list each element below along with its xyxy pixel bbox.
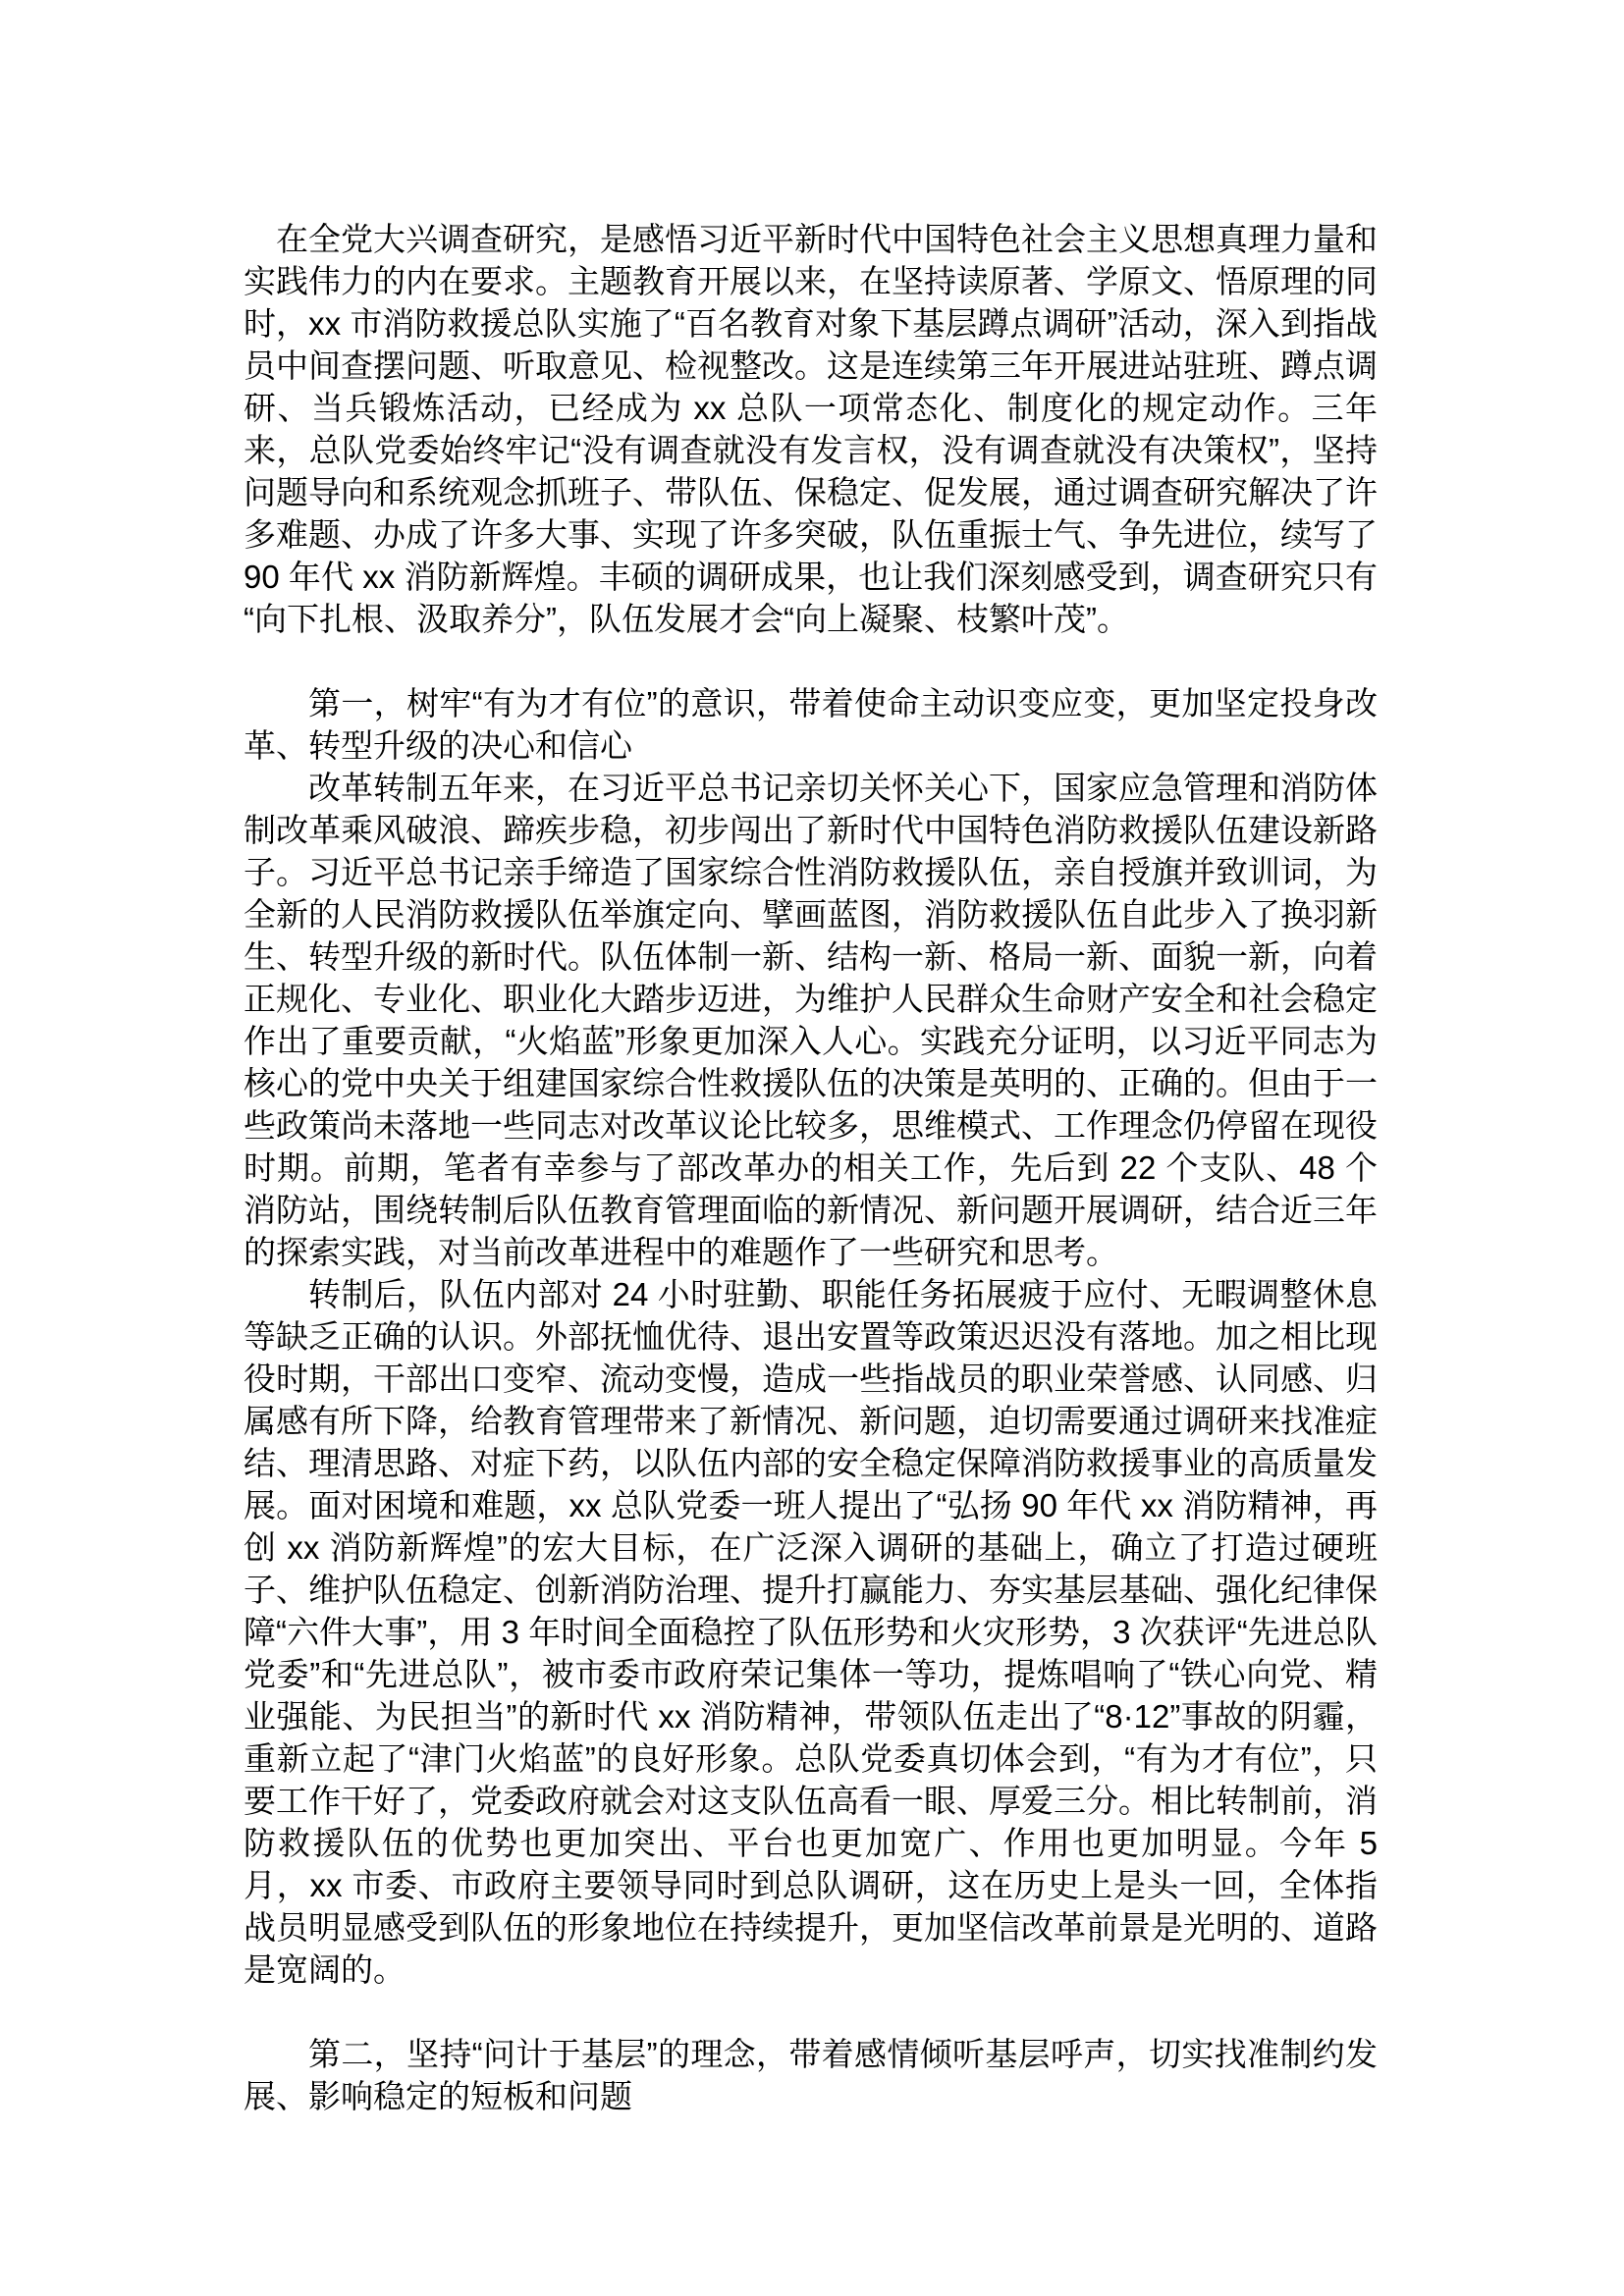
- blank-line: [244, 1991, 1378, 2033]
- heading-paragraph: 第一，树牢“有为才有位”的意识，带着使命主动识变应变，更加坚定投身改革、转型升级的决心和信心: [244, 685, 1378, 764]
- body-paragraph: 转制后，队伍内部对 24 小时驻勤、职能任务拓展疲于应付、无暇调整休息等缺乏正确的认识。外部抚恤优待、退出安置等政策迟迟没有落地。加之相比现役时期，干部出口变窄、流动变慢，造成一些指战员的职业荣誉感、认同感、归属感有所下降，给教育管理带来了新情况、新问题，迫切需要通过调研来找准症结、理清思路、对症下药，以队伍内部的安全稳定保障消防救援事业的高质量发展。面对困境和难题，xx 总队党委一班人提出了“弘扬 90 年代 xx 消防精神，再创 xx 消防新辉煌”的宏大目标，在广泛深入调研的基础上，确立了打造过硬班子、维护队伍稳定、创新消防治理、提升打赢能力、夯实基层基础、强化纪律保障“六件大事”，用 3 年时间全面稳控了队伍形势和火灾形势，3 次获评“先进总队党委”和“先进总队”，被市委市政府荣记集体一等功，提炼唱响了“铁心向党、精业强能、为民担当”的新时代 xx 消防精神，带领队伍走出了“8·12”事故的阴霾，重新立起了“津门火焰蓝”的良好形象。总队党委真切体会到，“有为才有位”，只要工作干好了，党委政府就会对这支队伍高看一眼、厚爱三分。相比转制前，消防救援队伍的优势也更加突出、平台也更加宽广、作用也更加明显。今年 5 月，xx 市委、市政府主要领导同时到总队调研，这在历史上是头一回，全体指战员明显感受到队伍的形象地位在持续提升，更加坚信改革前景是光明的、道路是宽阔的。: [244, 1276, 1378, 1988]
- heading-paragraph: 第二，坚持“问计于基层”的理念，带着感情倾听基层呼声，切实找准制约发展、影响稳定的短板和问题: [244, 2036, 1378, 2114]
- body-paragraph: 改革转制五年来，在习近平总书记亲切关怀关心下，国家应急管理和消防体制改革乘风破浪、蹄疾步稳，初步闯出了新时代中国特色消防救援队伍建设新路子。习近平总书记亲手缔造了国家综合性消防救援队伍，亲自授旗并致训词，为全新的人民消防救援队伍举旗定向、擘画蓝图，消防救援队伍自此步入了换羽新生、转型升级的新时代。队伍体制一新、结构一新、格局一新、面貌一新，向着正规化、专业化、职业化大踏步迈进，为维护人民群众生命财产安全和社会稳定作出了重要贡献，“火焰蓝”形象更加深入人心。实践充分证明，以习近平同志为核心的党中央关于组建国家综合性救援队伍的决策是英明的、正确的。但由于一些政策尚未落地一些同志对改革议论比较多，思维模式、工作理念仍停留在现役时期。前期，笔者有幸参与了部改革办的相关工作，先后到 22 个支队、48 个消防站，围绕转制后队伍教育管理面临的新情况、新问题开展调研，结合近三年的探索实践，对当前改革进程中的难题作了一些研究和思考。: [244, 770, 1378, 1270]
- blank-line: [244, 640, 1378, 682]
- body-paragraph: 在全党大兴调查研究，是感悟习近平新时代中国特色社会主义思想真理力量和实践伟力的内在要求。主题教育开展以来，在坚持读原著、学原文、悟原理的同时，xx 市消防救援总队实施了“百名教育对象下基层蹲点调研”活动，深入到指战员中间查摆问题、听取意见、检视整改。这是连续第三年开展进站驻班、蹲点调研、当兵锻炼活动，已经成为 xx 总队一项常态化、制度化的规定动作。三年来，总队党委始终牢记“没有调查就没有发言权，没有调查就没有决策权”，坚持问题导向和系统观念抓班子、带队伍、保稳定、促发展，通过调查研究解决了许多难题、办成了许多大事、实现了许多突破，队伍重振士气、争先进位，续写了 90 年代 xx 消防新辉煌。丰硕的调研成果，也让我们深刻感受到，调查研究只有“向下扎根、汲取养分”，队伍发展才会“向上凝聚、枝繁叶茂”。: [244, 221, 1378, 637]
- document-body: [244, 218, 1378, 2117]
